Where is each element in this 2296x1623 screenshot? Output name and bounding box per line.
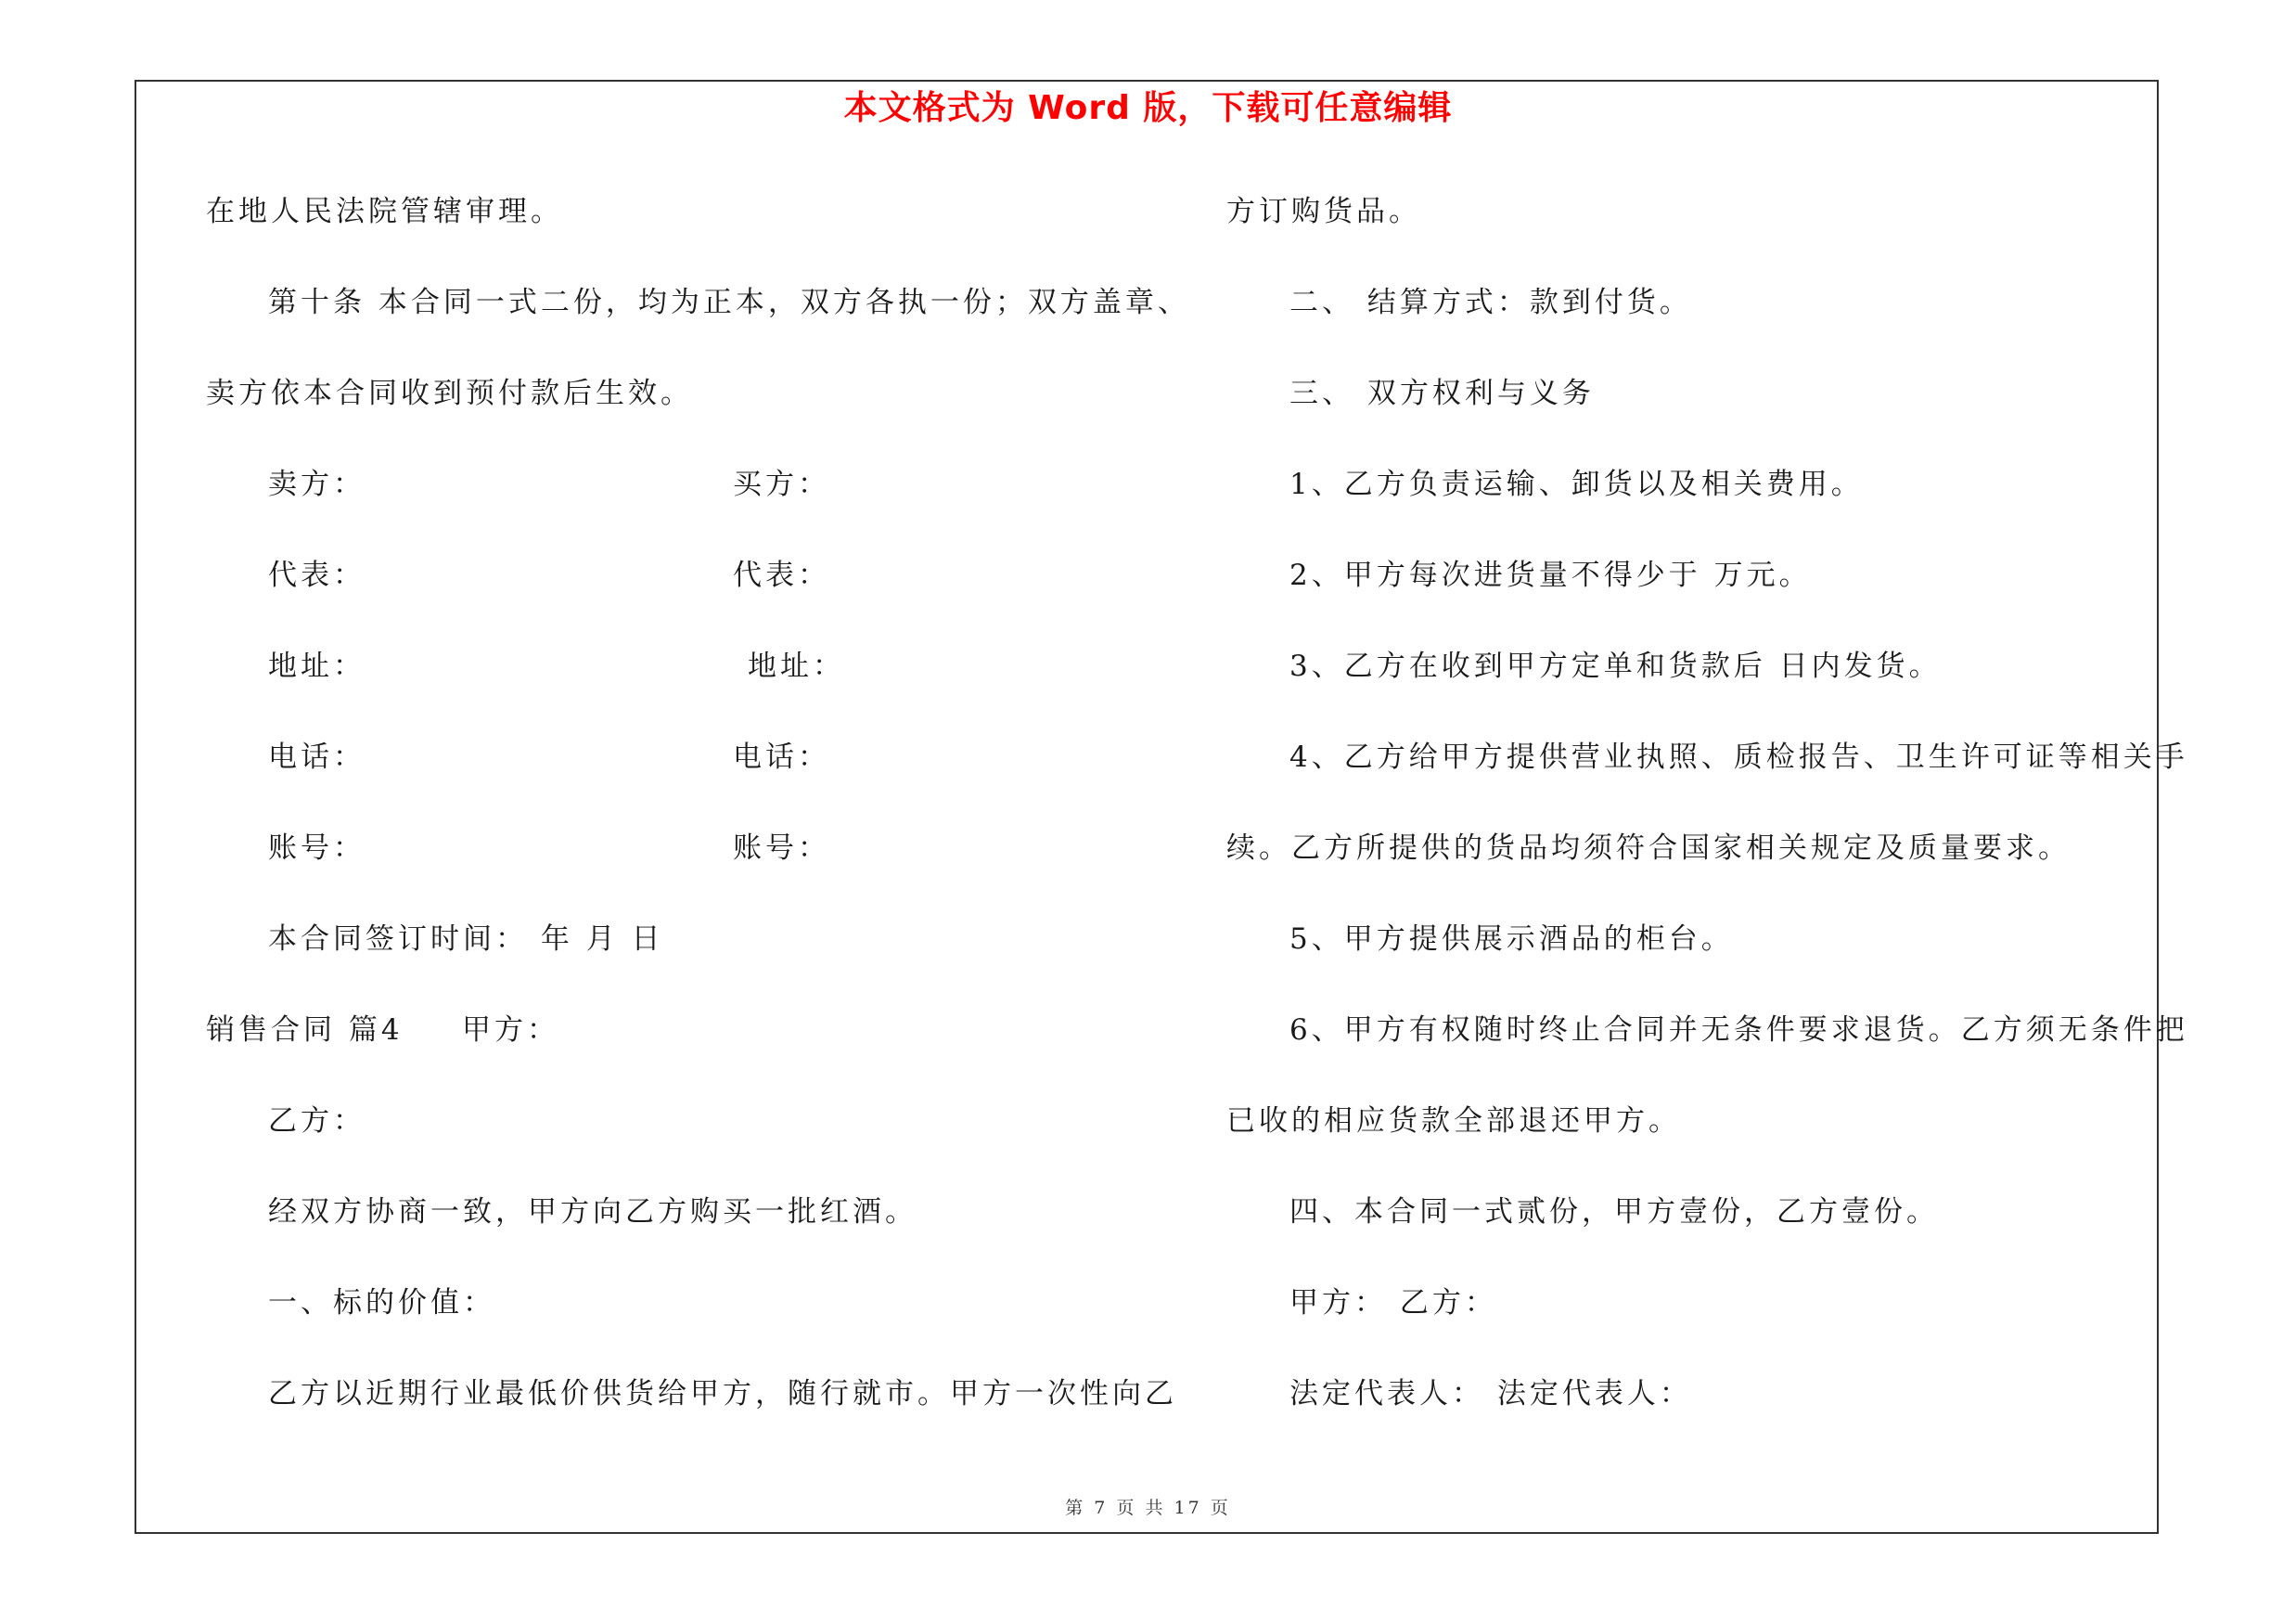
seller-address-label: 地址： bbox=[268, 650, 366, 683]
contract-title-4: 销售合同 篇4 bbox=[206, 1013, 404, 1047]
signature-parties: 甲方： 乙方： bbox=[1289, 1286, 1497, 1320]
signing-time: 本合同签订时间： 年 月 日 bbox=[268, 922, 664, 956]
left-paragraph-agreement: 经双方协商一致，甲方向乙方购买一批红酒。 bbox=[268, 1195, 917, 1229]
party-b-label: 乙方： bbox=[268, 1104, 366, 1138]
clause-6-line-2: 已收的相应货款全部退还甲方。 bbox=[1226, 1104, 1681, 1138]
seller-phone-label: 电话： bbox=[268, 741, 366, 774]
clause-6-line-1: 6、甲方有权随时终止合同并无条件要求退货。乙方须无条件把 bbox=[1289, 1013, 2188, 1047]
seller-label: 卖方： bbox=[268, 468, 366, 501]
left-paragraph-subject-value: 一、标的价值： bbox=[268, 1286, 495, 1320]
right-line-1: 方订购货品。 bbox=[1226, 195, 1421, 228]
format-notice-banner: 本文格式为 Word 版，下载可任意编辑 bbox=[843, 89, 1453, 127]
party-a-label: 甲方： bbox=[462, 1013, 559, 1047]
buyer-rep-label: 代表： bbox=[733, 559, 830, 592]
clause-1: 1、乙方负责运输、卸货以及相关费用。 bbox=[1289, 468, 1864, 501]
left-line-1: 在地人民法院管辖审理。 bbox=[206, 195, 563, 228]
buyer-phone-label: 电话： bbox=[733, 741, 830, 774]
buyer-label: 买方： bbox=[733, 468, 830, 501]
left-line-2: 第十条 本合同一式二份，均为正本，双方各执一份；双方盖章、 bbox=[268, 286, 1190, 319]
buyer-account-label: 账号： bbox=[733, 831, 830, 865]
legal-representatives: 法定代表人： 法定代表人： bbox=[1289, 1377, 1692, 1410]
rights-obligations-heading: 三、 双方权利与义务 bbox=[1289, 377, 1595, 410]
left-line-3: 卖方依本合同收到预付款后生效。 bbox=[206, 377, 693, 410]
clause-4-line-1: 4、乙方给甲方提供营业执照、质检报告、卫生许可证等相关手 bbox=[1289, 741, 2188, 774]
buyer-address-label: 地址： bbox=[748, 650, 845, 683]
clause-3: 3、乙方在收到甲方定单和货款后 日内发货。 bbox=[1289, 650, 1942, 683]
page-number-footer: 第 7 页 共 17 页 bbox=[1065, 1498, 1231, 1518]
seller-rep-label: 代表： bbox=[268, 559, 366, 592]
clause-4-line-2: 续。乙方所提供的货品均须符合国家相关规定及质量要求。 bbox=[1226, 831, 2071, 865]
left-paragraph-pricing: 乙方以近期行业最低价供货给甲方，随行就市。甲方一次性向乙 bbox=[268, 1377, 1177, 1410]
clause-5: 5、甲方提供展示酒品的柜台。 bbox=[1289, 922, 1734, 956]
seller-account-label: 账号： bbox=[268, 831, 366, 865]
copies-clause: 四、本合同一式贰份，甲方壹份，乙方壹份。 bbox=[1289, 1195, 1939, 1229]
settlement-method: 二、 结算方式：款到付货。 bbox=[1289, 286, 1692, 319]
clause-2: 2、甲方每次进货量不得少于 万元。 bbox=[1289, 559, 1812, 592]
